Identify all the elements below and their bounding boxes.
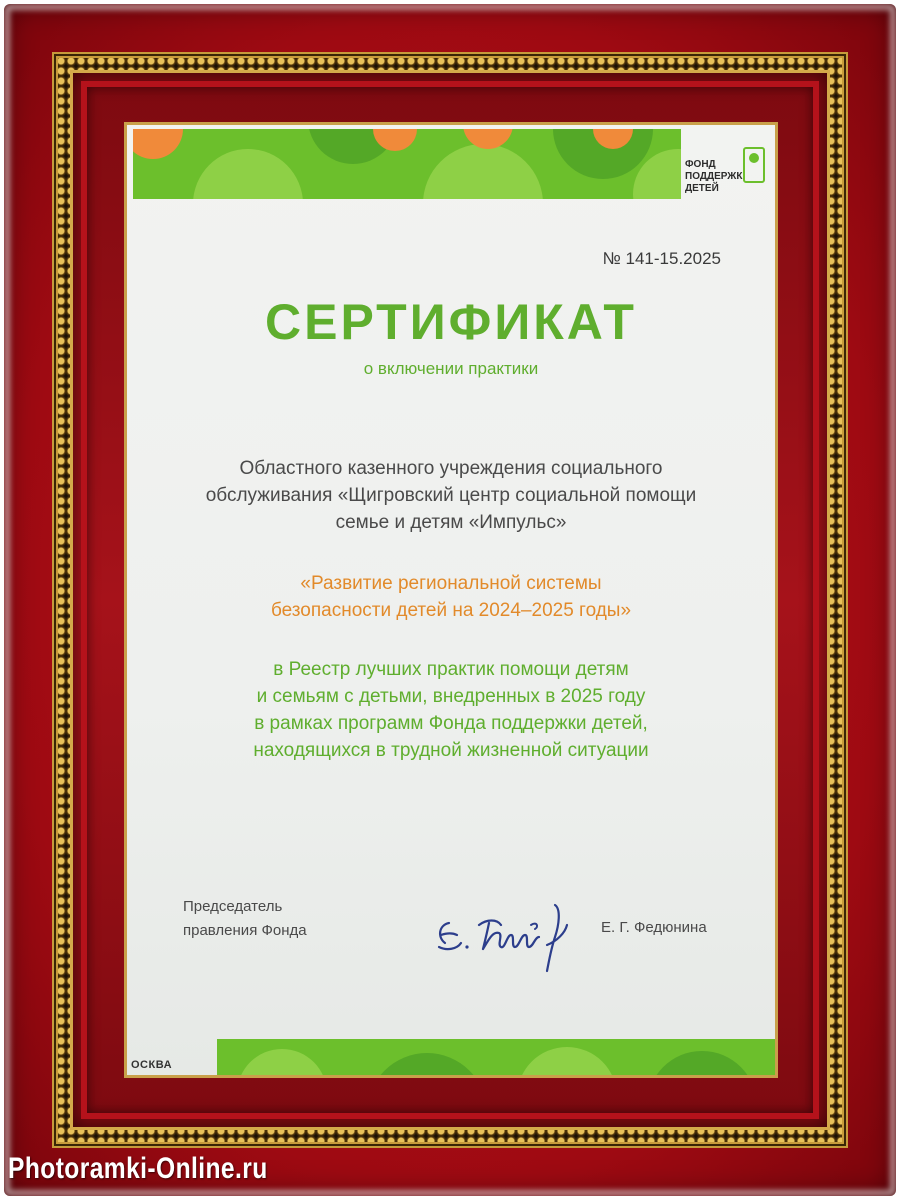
signer-name: Е. Г. Федюнина xyxy=(601,919,707,936)
top-decorative-band xyxy=(133,129,681,199)
bottom-decorative-band xyxy=(217,1039,777,1075)
watermark: Photoramki-Online.ru xyxy=(8,1152,268,1185)
fund-logo-icon xyxy=(743,147,765,183)
organization-name: Областного казенного учреждения социального обслуживания «Щигровский центр социальной помощи семье и детям «Импульс» xyxy=(205,458,697,533)
fund-logo xyxy=(685,137,769,217)
handwritten-signature xyxy=(427,885,587,975)
certificate-title: СЕРТИФИКАТ xyxy=(265,294,637,350)
city-label: ОСКВА xyxy=(131,1059,173,1071)
logo-text: ФОНД ПОДДЕРЖК ДЕТЕЙ xyxy=(685,159,743,194)
registry-statement: в Реестр лучших практик помощи детям и семьям с детьми, внедренных в 2025 году в рамках программ Фонда поддержки детей, находящихся в трудной жизненной ситуации xyxy=(253,659,649,761)
certificate-number: № 141-15.2025 xyxy=(602,249,721,268)
practice-name: «Развитие региональной системы безопасности детей на 2024–2025 годы» xyxy=(270,573,632,621)
signer-role: Председатель правления Фонда xyxy=(183,898,307,939)
certificate-subtitle: о включении практики xyxy=(363,359,539,378)
certificate-paper xyxy=(124,122,778,1078)
